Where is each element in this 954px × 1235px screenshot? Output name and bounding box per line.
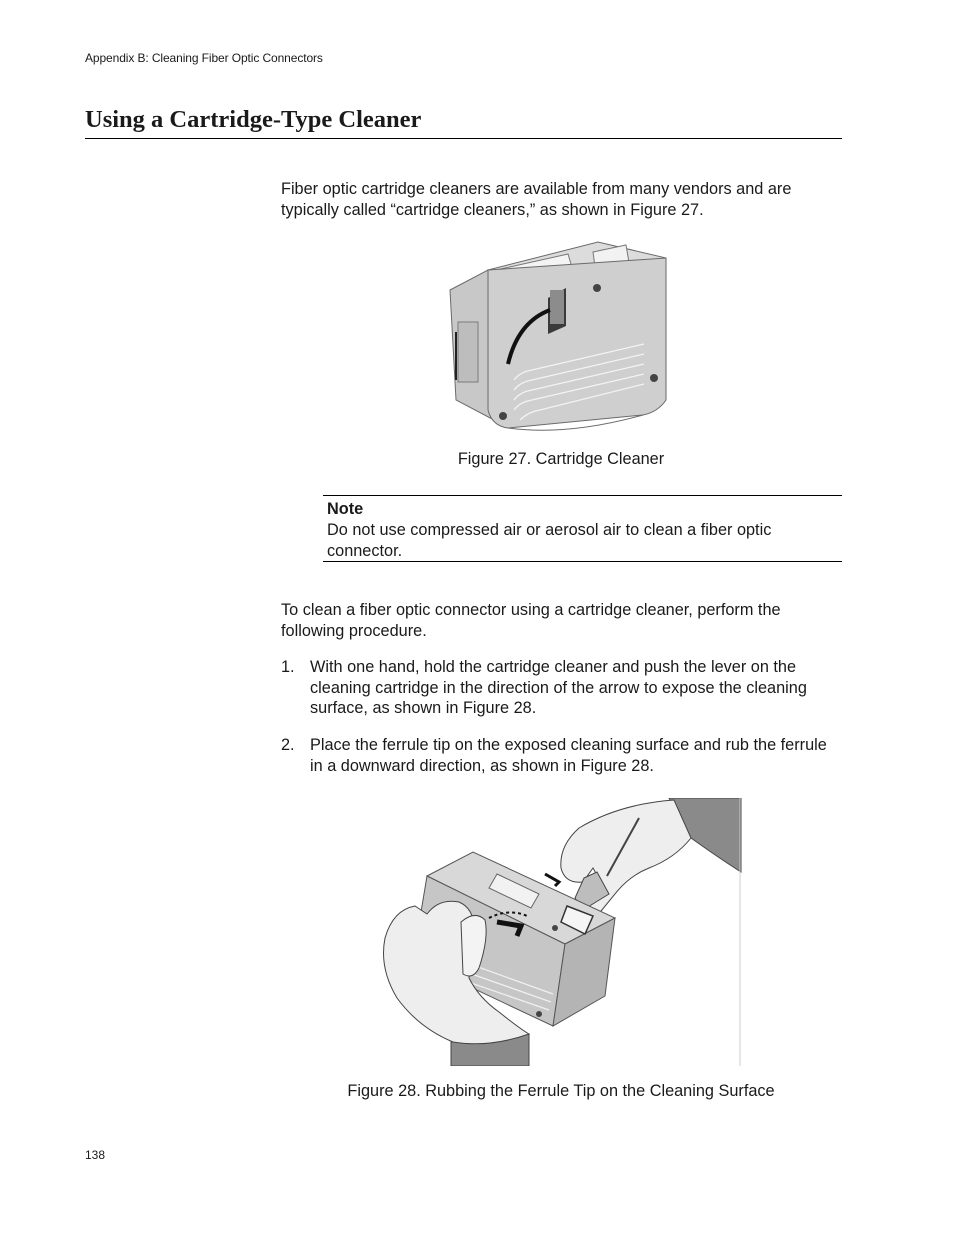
note-label: Note xyxy=(327,500,364,518)
page-number: 138 xyxy=(85,1148,106,1162)
cartridge-cleaner-illustration xyxy=(448,240,668,432)
step-number: 1. xyxy=(281,658,295,676)
figure-28-caption: Figure 28. Rubbing the Ferrule Tip on the Cleaning Surface xyxy=(347,1082,775,1100)
procedure-intro: To clean a fiber optic connector using a cartridge cleaner, perform the following procedure. xyxy=(281,601,781,640)
section-title: Using a Cartridge-Type Cleaner xyxy=(85,106,842,139)
running-head: Appendix B: Cleaning Fiber Optic Connectors xyxy=(85,51,323,65)
procedure-step xyxy=(281,657,841,719)
step-number: 2. xyxy=(281,736,295,754)
procedure-step xyxy=(281,735,841,777)
note-box xyxy=(323,495,842,562)
note-text: Do not use compressed air or aerosol air to clean a fiber optic connector. xyxy=(327,521,772,560)
step-text: Place the ferrule tip on the exposed cleaning surface and rub the ferrule in a downward direction, as shown in Figure 28. xyxy=(310,736,827,775)
ferrule-cleaning-illustration xyxy=(379,798,743,1066)
intro-paragraph: Fiber optic cartridge cleaners are available from many vendors and are typically called “cartridge cleaners,” as shown in Figure 27. xyxy=(281,180,792,219)
figure-27-caption: Figure 27. Cartridge Cleaner xyxy=(457,450,665,468)
step-text: With one hand, hold the cartridge cleaner and push the lever on the cleaning cartridge in the direction of the arrow to expose the cleaning surface, as shown in Figure 28. xyxy=(310,658,807,717)
